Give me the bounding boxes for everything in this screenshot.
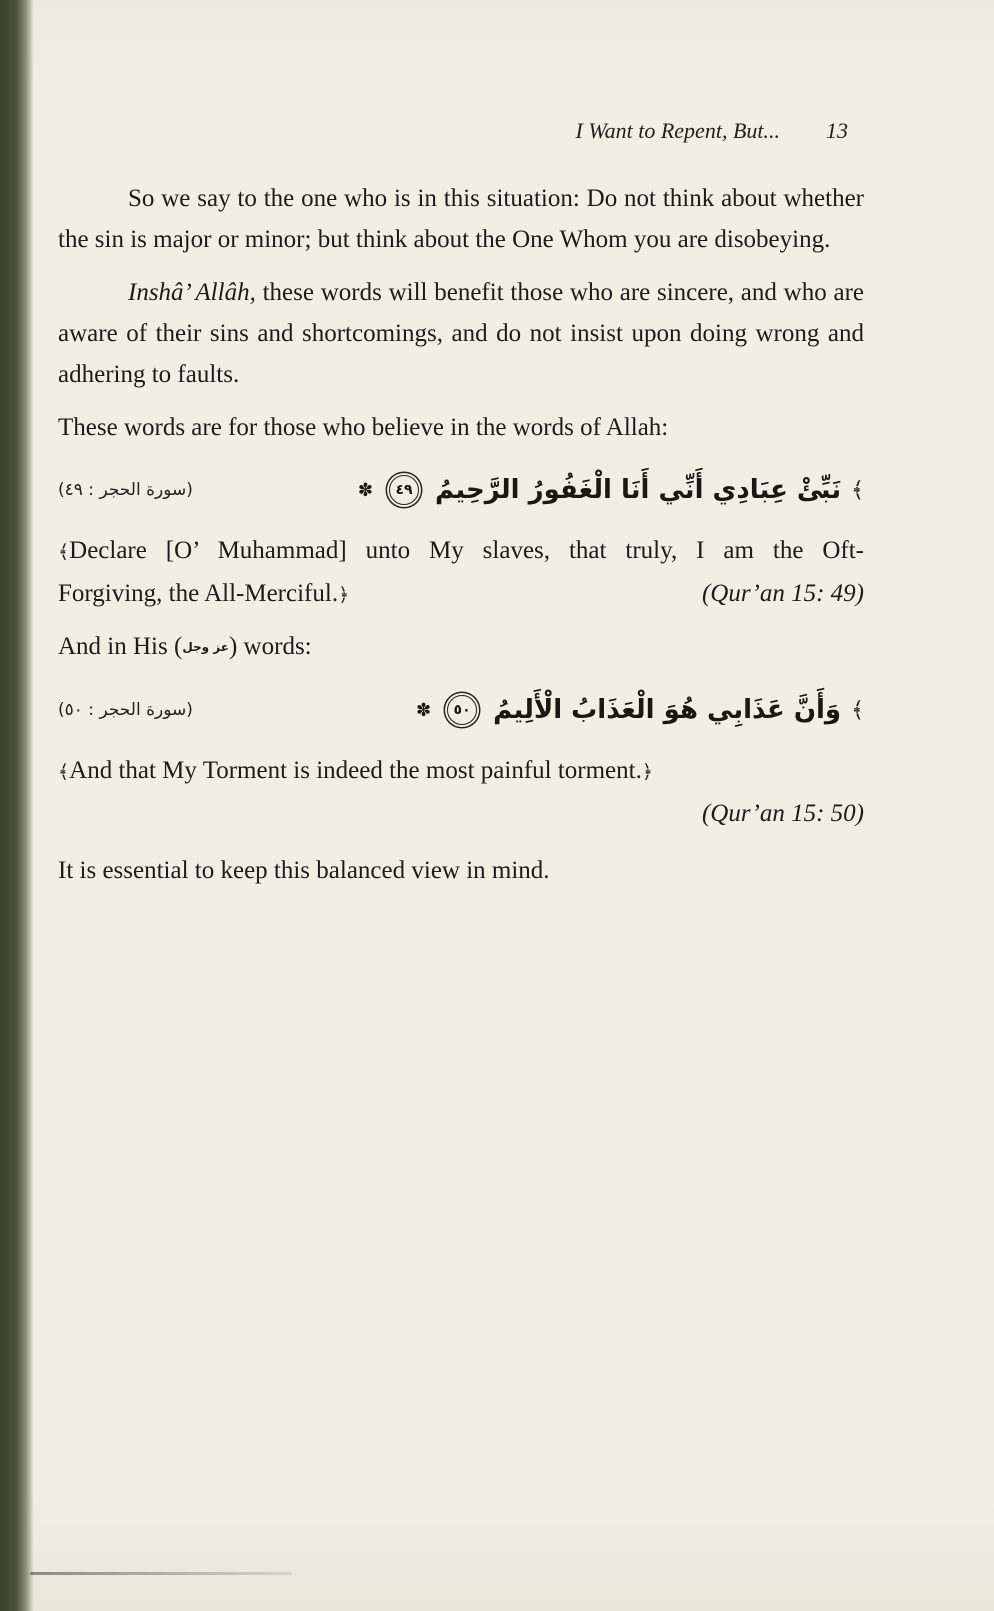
quran-reference-50: (Qur’an 15: 50) — [701, 800, 864, 827]
page-content — [58, 0, 864, 903]
translation-50-text: And that My Torment is indeed the most painful torment. — [69, 757, 642, 784]
scan-bottom-line — [30, 1572, 292, 1575]
quran-reference-49: (Qur’an 15: 49) — [701, 580, 864, 607]
surah-reference-50: (سورة الحجر : ٥٠) — [58, 700, 193, 720]
rosette-ornament-icon: ✽ — [416, 699, 432, 721]
rosette-ornament-icon: ✽ — [357, 479, 373, 501]
paragraph-3: These words are for those who believe in the words of Allah: — [58, 414, 669, 441]
arabic-verse-50 — [416, 693, 864, 727]
ornate-bracket-icon: ﴾ — [851, 697, 864, 723]
ornate-open-quote-icon: ﴾ — [58, 761, 70, 783]
arabic-verse-50-text: وَأَنَّ عَذَابِي هُوَ الْعَذَابُ الْأَلِيمُ — [493, 695, 842, 725]
verse-row-50 — [58, 686, 864, 734]
translation-49-text2-body: Forgiving, the All-Merciful. — [58, 580, 339, 607]
ornate-close-quote-icon: ﴿ — [338, 584, 350, 606]
ornate-bracket-icon: ﴾ — [851, 477, 864, 503]
paragraph-1: So we say to the one who is in this situation: Do not think about whether the sin is major or minor; but think about the One Whom you are disobeying. — [58, 185, 864, 253]
arabic-verse-49-text: نَبِّئْ عِبَادِي أَنِّي أَنَا الْغَفُورُ الرَّحِيمُ — [434, 475, 842, 505]
insha-allah-italic: Inshâ’ Allâh, — [128, 279, 256, 306]
running-header-title: I Want to Repent, But... — [575, 118, 780, 143]
ayah-number-medallion-50: ٥٠ — [447, 695, 477, 725]
translation-50-line — [58, 750, 864, 793]
ornate-close-quote-icon: ﴿ — [641, 761, 653, 783]
ayah-number-medallion-49: ٤٩ — [389, 475, 419, 505]
and-in-his-words-tail: ) words: — [228, 633, 312, 660]
verse-row-49 — [58, 466, 864, 514]
translation-49-line2 — [58, 573, 864, 616]
scan-left-edge — [0, 0, 34, 1611]
translation-49-line1 — [58, 530, 864, 573]
page-number: 13 — [826, 118, 848, 143]
closing-line: It is essential to keep this balanced view in mind. — [58, 857, 550, 884]
translation-49-text1: Declare [O’ Muhammad] unto My slaves, that truly, I am the Oft- — [69, 537, 864, 564]
and-in-his-words-lead: And in His ( — [58, 633, 183, 660]
ornate-open-quote-icon: ﴾ — [58, 541, 70, 563]
translation-49-text2 — [58, 573, 349, 616]
honorific-calligraphy: عز وجل — [182, 640, 229, 654]
arabic-verse-49 — [358, 473, 864, 507]
paragraph-2 — [58, 272, 864, 395]
running-header — [58, 118, 864, 144]
surah-reference-49: (سورة الحجر : ٤٩) — [58, 480, 193, 500]
paragraph-2-rest: these words will benefit those who are sincere, and who are aware of their sins and shortcomings, and do not insist upon doing wrong and adhering to faults. — [58, 279, 864, 388]
and-in-his-words-line — [58, 626, 864, 668]
